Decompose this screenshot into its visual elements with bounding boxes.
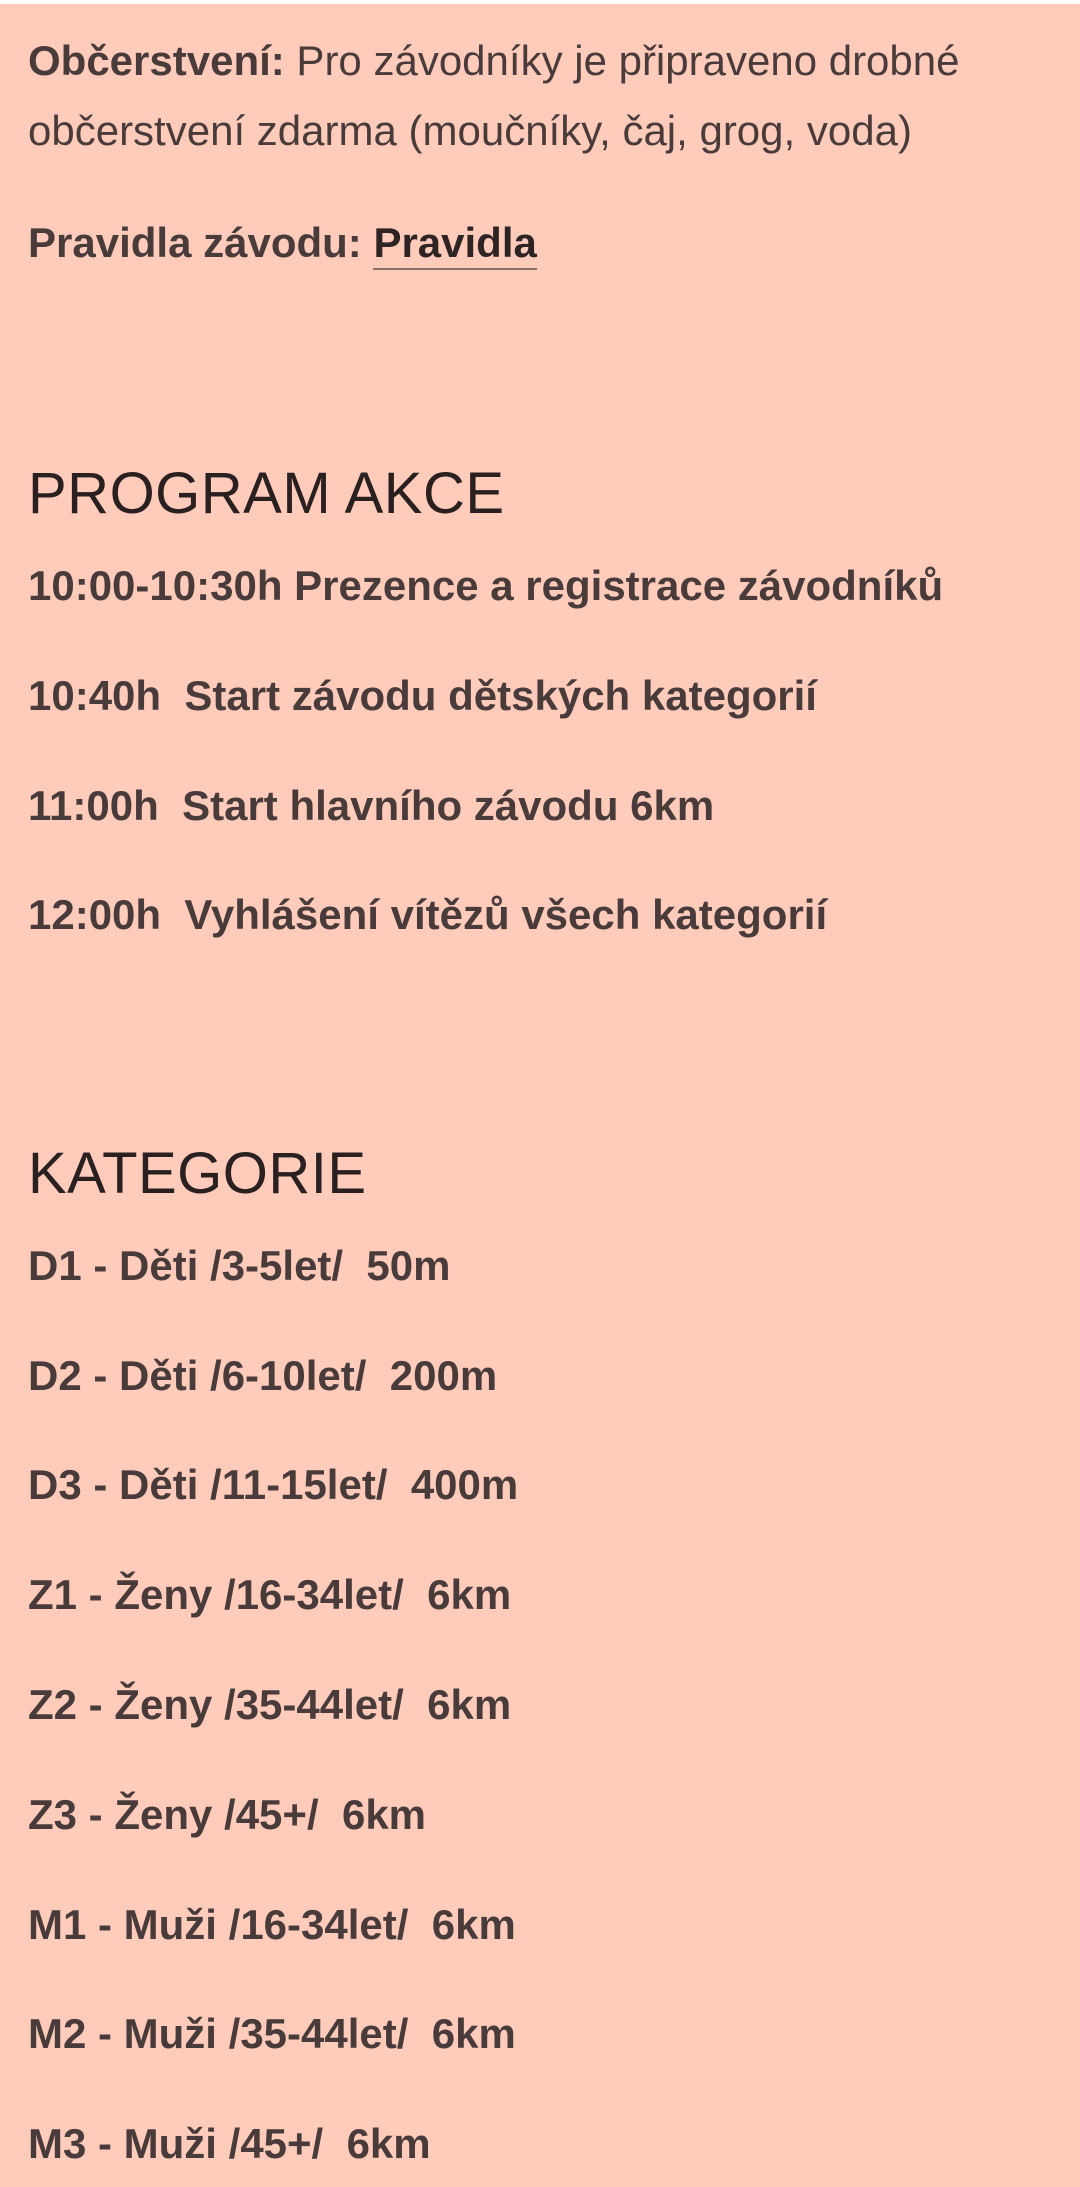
refreshment-text: Pro závodníky je připraveno drobné občerstvení zdarma (moučníky, čaj, grog, voda) — [28, 37, 960, 154]
category-item: M3 - Muži /45+/ 6km — [28, 2120, 431, 2167]
categories-heading: KATEGORIE — [28, 1141, 367, 1206]
category-item: Z3 - Ženy /45+/ 6km — [28, 1791, 427, 1838]
category-item: M2 - Muži /35-44let/ 6km — [28, 2010, 516, 2057]
program-item: 10:40h Start závodu dětských kategorií — [28, 672, 817, 719]
rules-label: Pravidla závodu: — [28, 219, 374, 266]
page-content — [0, 4, 1080, 2187]
category-item: D3 - Děti /11-15let/ 400m — [28, 1461, 519, 1508]
refreshment-label: Občerstvení: — [28, 37, 285, 84]
rules-line — [28, 208, 537, 278]
program-item: 11:00h Start hlavního závodu 6km — [28, 782, 715, 829]
refreshment-paragraph — [28, 26, 1052, 166]
category-item: Z1 - Ženy /16-34let/ 6km — [28, 1571, 512, 1618]
category-item: Z2 - Ženy /35-44let/ 6km — [28, 1681, 512, 1728]
category-item: D2 - Děti /6-10let/ 200m — [28, 1352, 498, 1399]
category-item: D1 - Děti /3-5let/ 50m — [28, 1242, 451, 1289]
category-item: M1 - Muži /16-34let/ 6km — [28, 1901, 516, 1948]
program-item: 10:00-10:30h Prezence a registrace závodníků — [28, 562, 944, 609]
program-item: 12:00h Vyhlášení vítězů všech kategorií — [28, 891, 828, 938]
rules-link[interactable]: Pravidla — [373, 219, 536, 270]
program-heading: PROGRAM AKCE — [28, 461, 505, 526]
